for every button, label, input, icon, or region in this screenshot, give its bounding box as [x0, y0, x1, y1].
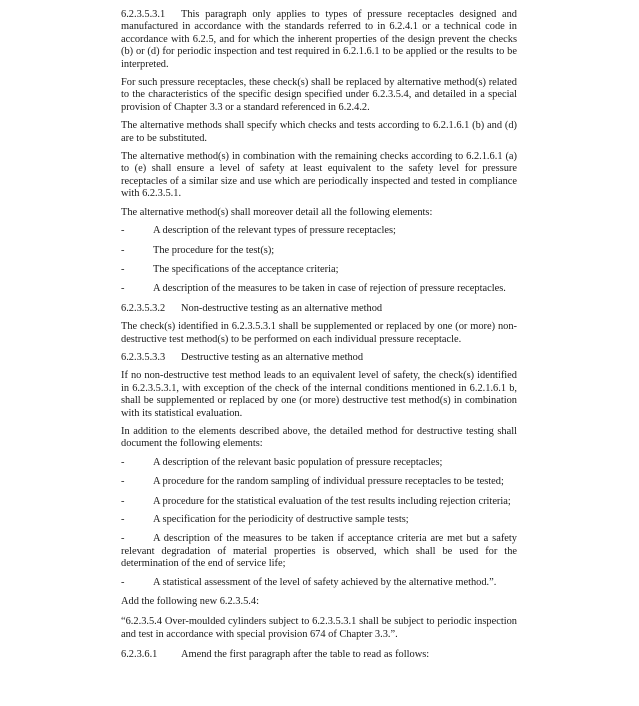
heading-text: Non-destructive testing as an alternative method [181, 302, 383, 314]
heading-text: Destructive testing as an alternative method [181, 351, 364, 363]
paragraph-add-new: Add the following new 6.2.3.5.4: [121, 596, 259, 608]
list-dash: - [121, 283, 125, 295]
heading-6-2-3-6-1 [121, 649, 517, 661]
list-dash: - [121, 456, 125, 468]
list-dash: - [121, 495, 125, 507]
list-item [121, 514, 517, 526]
paragraph-replacement: For such pressure receptacles, these check(s) shall be replaced by alternative method(s) related to the characteristics of the specific design specified under 6.2.3.5.4, and detailed in a special provision of Chapter 3.3 or a standard referenced in 6.2.4.2. [121, 77, 517, 113]
list-dash: - [121, 533, 125, 545]
list-dash: - [121, 225, 125, 237]
list-item-text: A description of the measures to be taken in case of rejection of pressure receptacles. [153, 283, 506, 295]
list-item-text: A description of the relevant basic population of pressure receptacles; [153, 456, 443, 468]
list-dash: - [121, 514, 125, 525]
destructive-elements-list [121, 457, 517, 589]
list-item [121, 245, 517, 257]
section-number: 6.2.3.6.1 [121, 649, 158, 661]
list-item-text: A procedure for the statistical evaluation of the test results including rejection criteria; [153, 495, 511, 507]
list-dash: - [121, 263, 125, 275]
section-number: 6.2.3.5.3.1 [121, 9, 166, 20]
list-item-text: The specifications of the acceptance criteria; [153, 263, 339, 275]
list-item [121, 577, 517, 589]
list-item [121, 496, 517, 508]
list-item-text: A description of the relevant types of pressure receptacles; [153, 225, 396, 237]
paragraph-non-destructive: The check(s) identified in 6.2.3.5.3.1 shall be supplemented or replaced by one (or more) non-destructive test method(s) to be performed on each individual pressure receptacle. [121, 321, 517, 345]
list-item-text: A specification for the periodicity of destructive sample tests; [153, 514, 409, 525]
section-number: 6.2.3.5.3.2 [121, 302, 166, 314]
list-item [121, 225, 517, 237]
paragraph-6-2-3-5-4: “6.2.3.5.4 Over-moulded cylinders subject to 6.2.3.5.3.1 shall be subject to periodic inspection and test in accordance with special provision 674 of Chapter 3.3.”. [121, 616, 517, 640]
list-item-text: A statistical assessment of the level of safety achieved by the alternative method.”. [153, 576, 497, 588]
paragraph-6-2-3-5-3-1 [121, 9, 517, 71]
list-item-text: A procedure for the random sampling of individual pressure receptacles to be tested; [153, 476, 504, 488]
heading-6-2-3-5-3-3 [121, 352, 517, 364]
list-item-text: The procedure for the test(s); [153, 244, 275, 256]
list-dash: - [121, 244, 125, 256]
paragraph-substitution: The alternative methods shall specify which checks and tests according to 6.2.1.6.1 (b) and (d) are to be substituted. [121, 120, 517, 144]
list-item [121, 457, 517, 469]
paragraph-destructive: If no non-destructive test method leads to an equivalent level of safety, the check(s) identified in 6.2.3.5.3.1, with exception of the check of the internal conditions mentioned in 6.2.1.6.1 b, shall be supplemented or replaced by one (or more) destructive test method(s) in combination with its statistical evaluation. [121, 370, 517, 419]
paragraph-equivalence: The alternative method(s) in combination with the remaining checks according to 6.2.1.6.1 (a) to (e) shall ensure a level of safety at least equivalent to the safety level for pressure receptacles of a similar size and use which are periodically inspected and tested in compliance with 6.2.3.5.1. [121, 151, 517, 200]
list-item [121, 476, 517, 488]
list-dash: - [121, 476, 125, 488]
list-item [121, 533, 517, 570]
elements-list [121, 225, 517, 296]
list-dash: - [121, 576, 125, 588]
list-item-text: A description of the measures to be taken if acceptance criteria are met but a safety relevant degradation of material properties is observed, which shall be used for the determination of the end of service life; [121, 533, 517, 570]
heading-text: Amend the first paragraph after the table to read as follows: [181, 649, 430, 661]
paragraph-text: This paragraph only applies to types of pressure receptacles designed and manufactured in accordance with the standards referred to in 6.2.4.1 or a technical code in accordance with 6.2.5, and for which the inherent properties of the design prevent the checks (b) or (d) for periodic inspection and test required in 6.2.1.6.1 to be applied or the results to be interpreted. [121, 9, 517, 70]
list-item [121, 264, 517, 276]
heading-6-2-3-5-3-2 [121, 303, 517, 315]
list-item [121, 283, 517, 295]
paragraph-destructive-elements-intro: In addition to the elements described above, the detailed method for destructive testing shall document the following elements: [121, 425, 517, 450]
paragraph-elements-intro: The alternative method(s) shall moreover detail all the following elements: [121, 206, 433, 218]
section-number: 6.2.3.5.3.3 [121, 351, 166, 363]
